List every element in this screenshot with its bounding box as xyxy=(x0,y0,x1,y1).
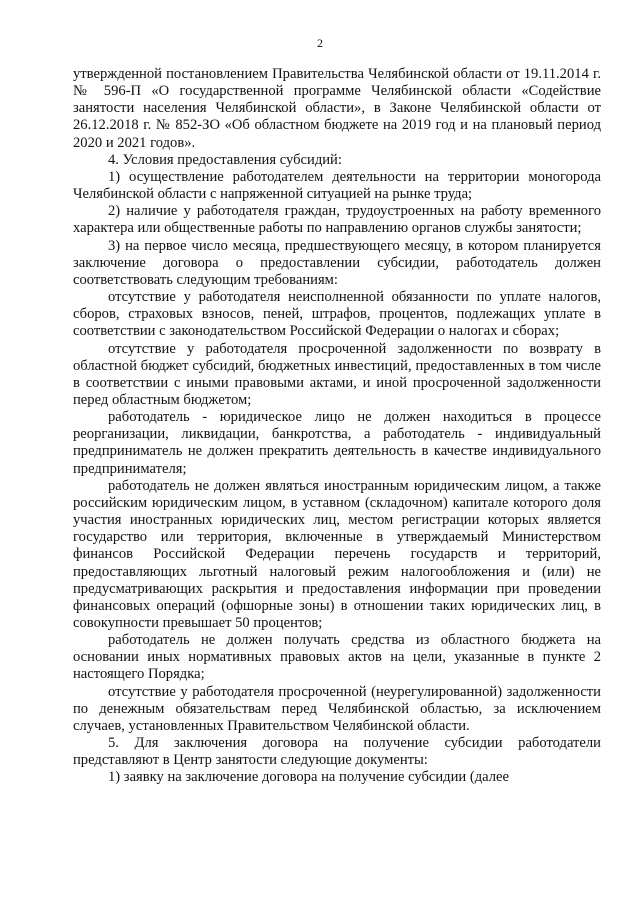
paragraph-requirement-reorganization: работодатель - юридическое лицо не должен находиться в процессе реорганизации, ликвидации, банкротства, а работодатель - индивидуальный предприниматель не должен прекратить деятельность в качестве индивидуального предпринимателя; xyxy=(73,409,601,477)
document-body xyxy=(73,66,601,787)
paragraph-condition-2: 2) наличие у работодателя граждан, трудоустроенных на работу временного характера или общественные работы по направлению органов службы занятости; xyxy=(73,203,601,237)
paragraph-condition-1: 1) осуществление работодателем деятельности на территории моногорода Челябинской области с напряженной ситуацией на рынке труда; xyxy=(73,168,601,203)
page-number: 2 xyxy=(317,36,323,50)
paragraph-requirement-foreign-entity: работодатель не должен являться иностранным юридическим лицом, а также российским юридическим лицом, в уставном (складочном) капитале которого доля участия иностранных юридических лиц, местом регистрации которых является государство или территория, включенные в утверждаемый Министерством финансов Российской Федерации перечень государств и территорий, предоставляющих льготный налоговый режим налогообложения и (или) не предусматривающих раскрытия и предоставления информации при проведении финансовых операций (офшорные зоны) в отношении таких юридических лиц, в совокупности превышает 50 процентов; xyxy=(73,477,601,631)
paragraph-requirement-budget-debt: отсутствие у работодателя просроченной задолженности по возврату в областной бюджет субсидий, бюджетных инвестиций, предоставленных в том числе в соответствии с иными правовыми актами, и иной просроченной задолженности перед областным бюджетом; xyxy=(73,340,601,408)
paragraph-intro-continuation: утвержденной постановлением Правительства Челябинской области от 19.11.2014 г. № 596-П «О государственной программе Челябинской области «Содействие занятости населения Челябинской области», в Законе Челябинской области от 26.12.2018 г. № 852-ЗО «Об областном бюджете на 2019 год и на плановый период 2020 и 2021 годов». xyxy=(73,66,601,151)
paragraph-section-4-heading: 4. Условия предоставления субсидий: xyxy=(108,151,342,168)
paragraph-section-5-heading: 5. Для заключения договора на получение субсидии работодатели представляют в Центр занятости следующие документы: xyxy=(73,735,601,769)
paragraph-requirement-other-funding: работодатель не должен получать средства из областного бюджета на основании иных нормативных правовых актов на цели, указанные в пункте 2 настоящего Порядка; xyxy=(73,632,601,683)
paragraph-condition-3: 3) на первое число месяца, предшествующего месяцу, в котором планируется заключение договора о предоставлении субсидии, работодатель должен соответствовать следующим требованиям: xyxy=(73,237,601,288)
paragraph-requirement-obligations: отсутствие у работодателя просроченной (неурегулированной) задолженности по денежным обязательствам перед Челябинской областью, за исключением случаев, установленных Правительством Челябинской области. xyxy=(73,683,601,734)
paragraph-document-1: 1) заявку на заключение договора на получение субсидии (далее xyxy=(108,769,510,786)
paragraph-requirement-taxes: отсутствие у работодателя неисполненной обязанности по уплате налогов, сборов, страховых взносов, пеней, штрафов, процентов, подлежащих уплате в соответствии с законодательством Российской Федерации о налогах и сборах; xyxy=(73,289,601,340)
